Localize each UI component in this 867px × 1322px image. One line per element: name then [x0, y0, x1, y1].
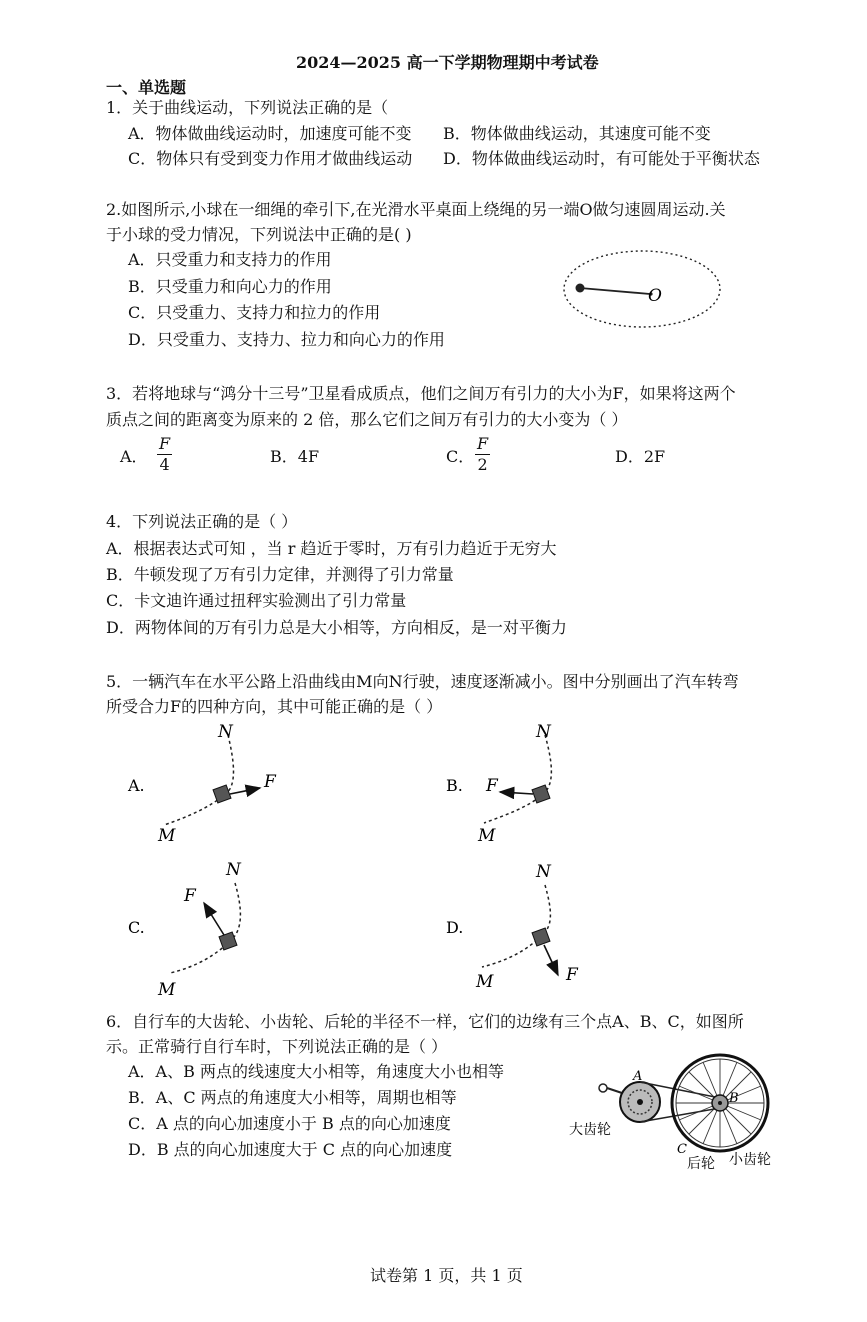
q5-option-c-label: C.	[128, 918, 145, 937]
q5-b-n-label: N	[536, 722, 551, 742]
q5-option-a-label: A.	[128, 776, 145, 795]
q1-option-d: D．物体做曲线运动时，有可能处于平衡状态	[443, 149, 760, 168]
q3-option-a: A．	[120, 447, 148, 466]
q5-stem-line1: 5．一辆汽车在水平公路上沿曲线由M向N行驶，速度逐渐减小。图中分别画出了汽车转弯	[106, 672, 739, 691]
q4-option-b: B．牛顿发现了万有引力定律，并测得了引力常量	[106, 565, 454, 584]
q5-option-d-label: D.	[446, 918, 464, 937]
q5-figure-b	[446, 722, 552, 846]
exam-title: 2024—2025 高一下学期物理期中考试卷	[296, 53, 599, 72]
q5-a-n-label: N	[218, 722, 233, 742]
q1-option-c: C．物体只有受到变力作用才做曲线运动	[128, 149, 413, 168]
q3-option-d: D．2F	[615, 447, 666, 466]
q6-option-b: B．A、C 两点的角速度大小相等，周期也相等	[128, 1088, 457, 1107]
q4-option-a: A．根据表达式可知 ，当 r 趋近于零时，万有引力趋近于无穷大	[106, 539, 557, 558]
q6-point-a-label: A	[633, 1069, 643, 1084]
q2-option-c: C．只受重力、支持力和拉力的作用	[128, 303, 381, 322]
q4-option-d: D．两物体间的万有引力总是大小相等，方向相反，是一对平衡力	[106, 618, 567, 637]
q3-stem-line2: 质点之间的距离变为原来的 2 倍，那么它们之间万有引力的大小变为（ ）	[106, 410, 628, 429]
q4-stem: 4．下列说法正确的是（ ）	[106, 512, 298, 531]
q1-option-b: B．物体做曲线运动，其速度可能不变	[443, 124, 711, 143]
q5-figures	[120, 715, 620, 1005]
q3-option-c-fraction: $\frac{F}{2}$	[477, 434, 489, 474]
q5-a-m-label: M	[158, 826, 176, 846]
q6-big-gear-label: 大齿轮	[569, 1122, 611, 1138]
q3-option-a-fraction: $\frac{F}{4}$	[159, 434, 171, 474]
q1-stem: 1．关于曲线运动，下列说法正确的是（	[106, 98, 389, 117]
q6-option-d: D．B 点的向心加速度大于 C 点的向心加速度	[128, 1140, 453, 1159]
q5-c-f-label: F	[184, 886, 196, 906]
q5-figure-d	[446, 862, 579, 992]
q5-c-n-label: N	[226, 860, 241, 880]
q5-option-b-label: B.	[446, 776, 463, 795]
q6-rear-wheel-label: 后轮	[687, 1156, 715, 1172]
q6-stem-line2: 示。正常骑行自行车时，下列说法正确的是（ ）	[106, 1037, 448, 1056]
q5-c-m-label: M	[158, 980, 176, 1000]
q6-point-c-label: C	[677, 1142, 687, 1157]
q6-bicycle-gear-figure	[565, 1050, 805, 1175]
q5-b-f-label: F	[486, 776, 498, 796]
q1-option-a: A．物体做曲线运动时，加速度可能不变	[128, 124, 412, 143]
q6-point-b-label: B	[729, 1091, 739, 1106]
q2-option-a: A．只受重力和支持力的作用	[128, 250, 332, 269]
q3-option-b: B．4F	[270, 447, 320, 466]
q5-figure-c	[128, 860, 242, 1000]
q5-b-m-label: M	[478, 826, 496, 846]
q2-stem-line1: 2.如图所示,小球在一细绳的牵引下,在光滑水平桌面上绕绳的另一端O做匀速圆周运动.关	[106, 200, 726, 219]
page-footer: 试卷第 1 页，共 1 页	[370, 1266, 523, 1285]
q5-figure-a	[127, 722, 277, 846]
q5-a-f-label: F	[264, 772, 276, 792]
q6-small-gear-label: 小齿轮	[729, 1152, 771, 1168]
q5-d-m-label: M	[476, 972, 494, 992]
q6-option-a: A．A、B 两点的线速度大小相等，角速度大小也相等	[128, 1062, 504, 1081]
q2-option-b: B．只受重力和向心力的作用	[128, 277, 332, 296]
q6-option-c: C．A 点的向心加速度小于 B 点的向心加速度	[128, 1114, 451, 1133]
q2-stem-line2: 于小球的受力情况，下列说法中正确的是( )	[106, 225, 412, 244]
q6-stem-line1: 6．自行车的大齿轮、小齿轮、后轮的半径不一样，它们的边缘有三个点A、B、C，如图所	[106, 1012, 744, 1031]
q3-stem-line1: 3．若将地球与“鸿分十三号”卫星看成质点，他们之间万有引力的大小为F，如果将这两个	[106, 384, 736, 403]
q5-d-f-label: F	[566, 965, 578, 985]
q5-d-n-label: N	[536, 862, 551, 882]
q4-option-c: C．卡文迪许通过扭秤实验测出了引力常量	[106, 591, 407, 610]
q3-option-c: C．	[446, 447, 475, 466]
q2-center-label: O	[648, 286, 662, 306]
section-heading: 一、单选题	[106, 78, 187, 97]
q2-option-d: D．只受重力、支持力、拉力和向心力的作用	[128, 330, 445, 349]
q2-circular-motion-figure	[560, 245, 730, 335]
q5-stem-line2: 所受合力F的四种方向，其中可能正确的是（ ）	[106, 697, 443, 716]
